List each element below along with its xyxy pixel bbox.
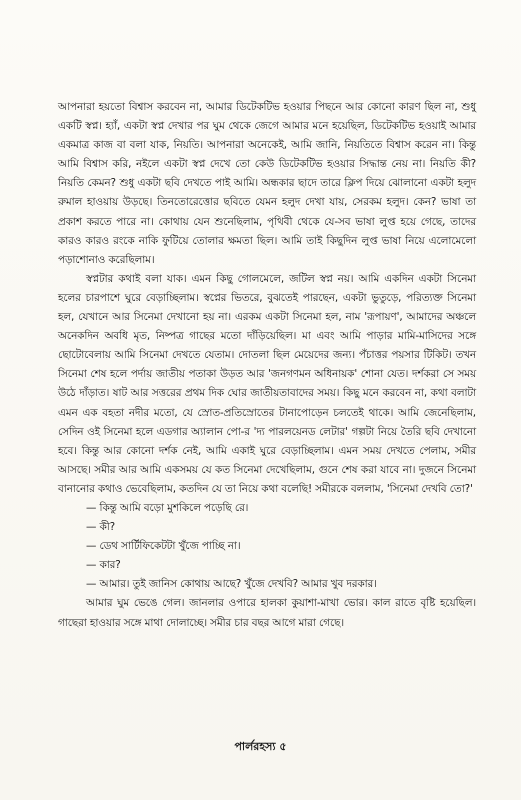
dialogue-line-5: — আমার। তুই জানিস কোথায় আছে? খুঁজে দেখবি? আমার খুব দরকার।	[86, 578, 377, 591]
dialogue-line-2: — কী?	[86, 521, 116, 534]
paragraph-1: আপনারা হয়তো বিশ্বাস করবেন না, আমার ডিটেকটিভ হওয়ার পিছনে আর কোনো কারণ ছিল না, শুধু একটি স্বপ্ন। হ্যাঁ, একটা স্বপ্ন দেখার পর ঘুম থেকে জেগে আমার মনে হয়েছিল, ডিটেকটিভ হওয়াই আমার একমাত্র কাজ বা বলা যাক, নিয়তি। আপনারা অনেকেই, আমি জানি, নিয়তিতে বিশ্বাস করেন না। কিন্তু আমি বিশ্বাস করি, নইলে একটা স্বপ্ন দেখে তো কেউ ডিটেকটিভ হওয়ার সিদ্ধান্ত নেয় না। নিয়তি কী? নিয়তি কেমন? শুধু একটা ছবি দেখতে পাই আমি। অন্ধকার ছাদে তারে ক্লিপ দিয়ে ঝোলানো একটা হলুদ রুমাল হাওয়ায় উড়ছে। তিনতোরেত্তোর ছবিতে যেমন হলুদ দেখা যায়, সেরকম হলুদ। কেন? ভাষা তা প্রকাশ করতে পারে না। কোথায় যেন শুনেছিলাম, পৃথিবী থেকে যে-সব ভাষা লুপ্ত হয়ে গেছে, তাদের কারও কারও রংকে নাকি ফুটিয়ে তোলার ক্ষমতা ছিল। আমি তাই কিছুদিন লুপ্ত ভাষা নিয়ে এলোমেলো পড়াশোনাও করেছিলাম।	[58, 101, 476, 266]
body-text	[58, 98, 476, 633]
dialogue-line-3: — ডেথ সার্টিফিকেটটা খুঁজে পাচ্ছি না।	[86, 540, 241, 553]
dialogue-line-4: — কার?	[86, 559, 121, 572]
paragraph-2: স্বপ্নটার কথাই বলা যাক। এমন কিছু গোলমেলে, জটিল স্বপ্ন নয়। আমি একদিন একটা সিনেমা হলের চারপাশে ঘুরে বেড়াচ্ছিলাম। স্বপ্নের ভিতরে, বুঝতেই পারছেন, একটা ভুতুড়ে, পরিত্যক্ত সিনেমা হল, যেখানে আর সিনেমা দেখানো হয় না। এরকম একটা সিনেমা হল, নাম 'রূপায়ণ', আমাদের অঞ্চলে অনেকদিন অবধি মৃত, নিষ্পত্র গাছের মতো দাঁড়িয়েছিল। মা এবং আমি পাড়ার মামি-মাসিদের সঙ্গে ছোটোবেলায় আমি সিনেমা দেখতে যেতাম। দোতলা ছিল মেয়েদের জন্য। পঁচাত্তর পয়সার টিকিট। তখন সিনেমা শেষ হলে পর্দায় জাতীয় পতাকা উড়ত আর 'জনগণমন অধিনায়ক' শোনা যেত। দর্শকরা সে সময় উঠে দাঁড়াত। ষাট আর সত্তরের প্রথম দিক ঘোর জাতীয়তাবাদের সময়। কিছু মনে করবেন না, কথা বলাটা এমন এক বহতা নদীর মতো, যে স্রোত-প্রতিস্রোতের টানাপোড়েন চলতেই থাকে। আমি জেনেছিলাম, সেদিন ওই সিনেমা হলে এডগার অ্যালান পো-র 'দ্য পারলয়েনড লেটার' গল্পটা নিয়ে তৈরি ছবি দেখানো হবে। কিন্তু আর কোনো দর্শক নেই, আমি একাই ঘুরে বেড়াচ্ছিলাম। এমন সময় দেখতে পেলাম, সমীর আসছে। সমীর আর আমি একসময় যে কত সিনেমা দেখেছিলাম, গুনে শেষ করা যাবে না। দুজনে সিনেমা বানানোর কথাও ভেবেছিলাম, কতদিন যে তা নিয়ে কথা বলেছি! সমীরকে বললাম, 'সিনেমা দেখবি তো?'	[58, 272, 476, 495]
closing-paragraph: আমার ঘুম ভেঙে গেল। জানলার ওপারে হালকা কুয়াশা-মাখা ভোর। কাল রাতে বৃষ্টি হয়েছিল। গাছেরা হাওয়ার সঙ্গে মাথা দোলাচ্ছে। সমীর চার বছর আগে মারা গেছে।	[58, 597, 476, 629]
page-footer: পার্লরহস্য ৫	[234, 740, 287, 753]
dialogue-line-1: — কিন্তু আমি বড়ো মুশকিলে পড়েছি রে।	[86, 501, 249, 514]
